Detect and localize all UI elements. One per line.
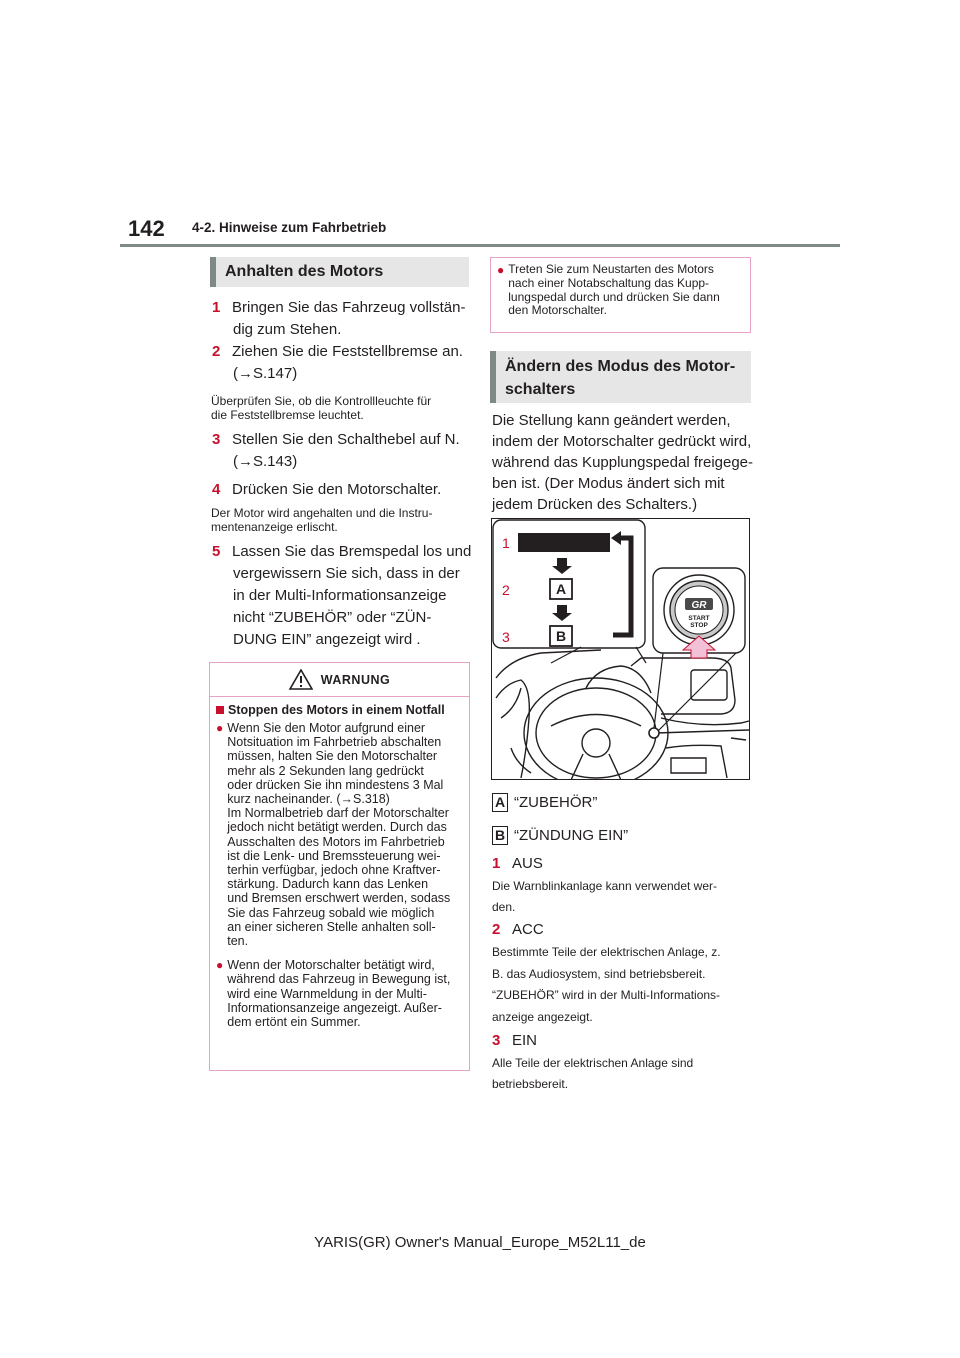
heading-anhalten	[210, 257, 469, 287]
note-line: den Motorschalter.	[508, 303, 607, 318]
step-text: in der Multi-Informationsanzeige	[233, 587, 447, 604]
warning-title: WARNUNG	[320, 672, 391, 687]
heading-text: schalters	[505, 381, 576, 398]
warning-line: ten.	[227, 934, 249, 949]
warning-triangle-icon	[289, 669, 313, 690]
figure-label-a: A	[555, 581, 567, 597]
warning-line: Sie das Fahrzeug sobald wie möglich	[227, 905, 435, 920]
mode-desc: betriebsbereit.	[492, 1077, 569, 1091]
warning-line: jedoch nicht betätigt werden. Durch das	[227, 820, 447, 835]
square-bullet-icon	[216, 706, 224, 714]
header-rule	[120, 244, 840, 247]
warning-subtitle-row	[216, 703, 463, 717]
note-line: mentenanzeige erlischt.	[211, 520, 338, 534]
note-line: Überprüfen Sie, ob die Kontrollleuchte für	[211, 394, 432, 408]
note-line: lungspedal durch und drücken Sie dann	[508, 289, 720, 304]
intro-line: indem der Motorschalter gedrückt wird,	[492, 433, 752, 450]
mode-number-3: 3	[502, 629, 510, 645]
warning-line: mehr als 2 Sekunden lang gedrückt	[227, 763, 424, 778]
step-5	[212, 541, 472, 651]
warning-line: während das Fahrzeug in Bewegung ist,	[227, 972, 451, 987]
warning-line: kurz nacheinander. (→S.318)	[227, 792, 390, 807]
warning-line: Wenn Sie den Motor aufgrund einer	[227, 721, 426, 735]
legend-letter-a: A	[492, 793, 508, 812]
legend-b	[492, 825, 628, 846]
step-text: dig zum Stehen.	[233, 321, 342, 338]
heading-text: Ändern des Modus des Motor-	[505, 358, 736, 375]
engine-switch-figure	[491, 518, 750, 780]
note-line: Der Motor wird angehalten und die Instru-	[211, 506, 433, 520]
figure-label-b: B	[555, 628, 567, 644]
legend-text-b: “ZÜNDUNG EIN”	[514, 827, 629, 844]
legend-a	[492, 792, 597, 813]
mode-3	[492, 1030, 754, 1095]
step-3	[212, 429, 472, 473]
heading-text: Anhalten des Motors	[225, 263, 384, 280]
note-4	[211, 506, 471, 534]
step-text: Ziehen Sie die Feststellbremse an.	[232, 343, 463, 360]
mode-diagram	[493, 520, 646, 663]
mode-desc: B. das Audiosystem, sind betriebsbereit.	[492, 966, 706, 981]
warning-line: an einer sicheren Stelle anhalten soll-	[227, 919, 436, 934]
mode-label: EIN	[512, 1032, 538, 1049]
legend-text-a: “ZUBEHÖR”	[514, 794, 598, 811]
step-number: 3	[212, 431, 221, 448]
intro-line: Die Stellung kann geändert werden,	[492, 412, 731, 429]
mode-number: 2	[492, 921, 501, 938]
restart-note-text	[508, 263, 720, 318]
section-title: 4-2. Hinweise zum Fahrbetrieb	[192, 220, 387, 235]
warning-line: Im Normalbetrieb darf der Motorschalter	[227, 806, 449, 821]
warning-content	[210, 697, 469, 1029]
warning-line: Wenn der Motorschalter betätigt wird,	[227, 958, 435, 973]
note-line: die Feststellbremse leuchtet.	[211, 408, 364, 422]
note-line: nach einer Notabschaltung das Kupp-	[508, 275, 710, 290]
step-number: 2	[212, 343, 221, 360]
note-line: Treten Sie zum Neustarten des Motors	[508, 262, 714, 276]
mode-desc: Bestimmte Teile der elektrischen Anlage, z.	[492, 945, 721, 959]
warning-line: oder drücken Sie ihn mindestens 3 Mal	[227, 777, 444, 792]
intro-paragraph	[492, 410, 754, 515]
warning-line: ist die Lenk- und Bremssteuerung wei-	[227, 848, 441, 863]
step-2	[212, 341, 472, 385]
restart-note-box	[490, 257, 751, 333]
mode-desc: Alle Teile der elektrischen Anlage sind	[492, 1056, 694, 1070]
restart-note	[497, 263, 744, 318]
mode-desc: “ZUBEHÖR” wird in der Multi-Informations-	[492, 988, 721, 1002]
note-2	[211, 394, 471, 422]
warning-line: Informationsanzeige angezeigt. Außer-	[227, 1000, 442, 1015]
mode-desc: anzeige angezeigt.	[492, 1009, 593, 1024]
mode-number: 1	[492, 855, 501, 872]
warning-line: und Bremsen erschwert werden, sodass	[227, 891, 451, 906]
step-ref: (→S.147)	[233, 365, 298, 382]
step-4	[212, 479, 472, 501]
page-number: 142	[128, 216, 165, 241]
round-bullet-icon: ●	[497, 263, 505, 277]
heading-modus	[490, 351, 751, 403]
step-text: Drücken Sie den Motorschalter.	[232, 481, 442, 498]
round-bullet-icon: ●	[216, 721, 224, 735]
mode-number-2: 2	[502, 582, 510, 598]
mode-label: AUS	[512, 855, 543, 872]
start-label: START	[688, 615, 710, 622]
step-text: nicht “ZUBEHÖR” oder “ZÜN-	[233, 609, 432, 626]
step-text: Bringen Sie das Fahrzeug vollstän-	[232, 299, 466, 316]
mode-desc: den.	[492, 900, 516, 914]
step-text: DUNG EIN” angezeigt wird .	[233, 631, 421, 648]
gr-logo: GR	[691, 600, 707, 611]
warning-text	[227, 721, 450, 948]
step-text: Lassen Sie das Bremspedal los und	[232, 543, 472, 560]
intro-line: jedem Drücken des Schalters.)	[492, 496, 698, 513]
mode-label: ACC	[512, 921, 544, 938]
step-number: 5	[212, 543, 221, 560]
warning-subtitle: Stoppen des Motors in einem Notfall	[228, 703, 445, 717]
step-ref: (→S.143)	[233, 453, 298, 470]
footer: YARIS(GR) Owner's Manual_Europe_M52L11_de	[314, 1234, 646, 1251]
warning-paragraph-1	[216, 721, 463, 948]
mode-number-1: 1	[502, 535, 510, 551]
stop-label: STOP	[690, 622, 708, 629]
warning-line: terhin verfügbar, jedoch ohne Kraftver-	[227, 863, 441, 878]
step-text: Stellen Sie den Schalthebel auf N.	[232, 431, 460, 448]
step-number: 1	[212, 299, 221, 316]
off-display-bar	[518, 533, 610, 552]
warning-line: Ausschalten des Motors im Fahrbetrieb	[227, 834, 445, 849]
legend-letter-b: B	[492, 826, 508, 845]
warning-box	[209, 662, 470, 1071]
warning-text	[227, 958, 450, 1029]
warning-line: müssen, halten Sie den Motorschalter	[227, 749, 438, 764]
mode-desc: Die Warnblinkanlage kann verwendet wer-	[492, 879, 717, 893]
mode-1	[492, 853, 754, 918]
round-bullet-icon: ●	[216, 958, 224, 973]
warning-line: wird eine Warnmeldung in der Multi-	[227, 986, 427, 1001]
warning-line: dem ertönt ein Summer.	[227, 1015, 361, 1030]
intro-line: während das Kupplungspedal freigege-	[492, 454, 754, 471]
step-text: vergewissern Sie sich, dass in der	[233, 565, 460, 582]
step-number: 4	[212, 481, 221, 498]
warning-paragraph-2	[216, 958, 463, 1029]
warning-header	[210, 663, 469, 697]
intro-line: ben ist. (Der Modus ändert sich mit	[492, 475, 725, 492]
mode-2	[492, 919, 754, 1028]
warning-line: stärkung. Dadurch kann das Lenken	[227, 877, 429, 892]
warning-line: Notsituation im Fahrbetrieb abschalten	[227, 735, 442, 750]
mode-number: 3	[492, 1032, 501, 1049]
step-1	[212, 297, 472, 341]
